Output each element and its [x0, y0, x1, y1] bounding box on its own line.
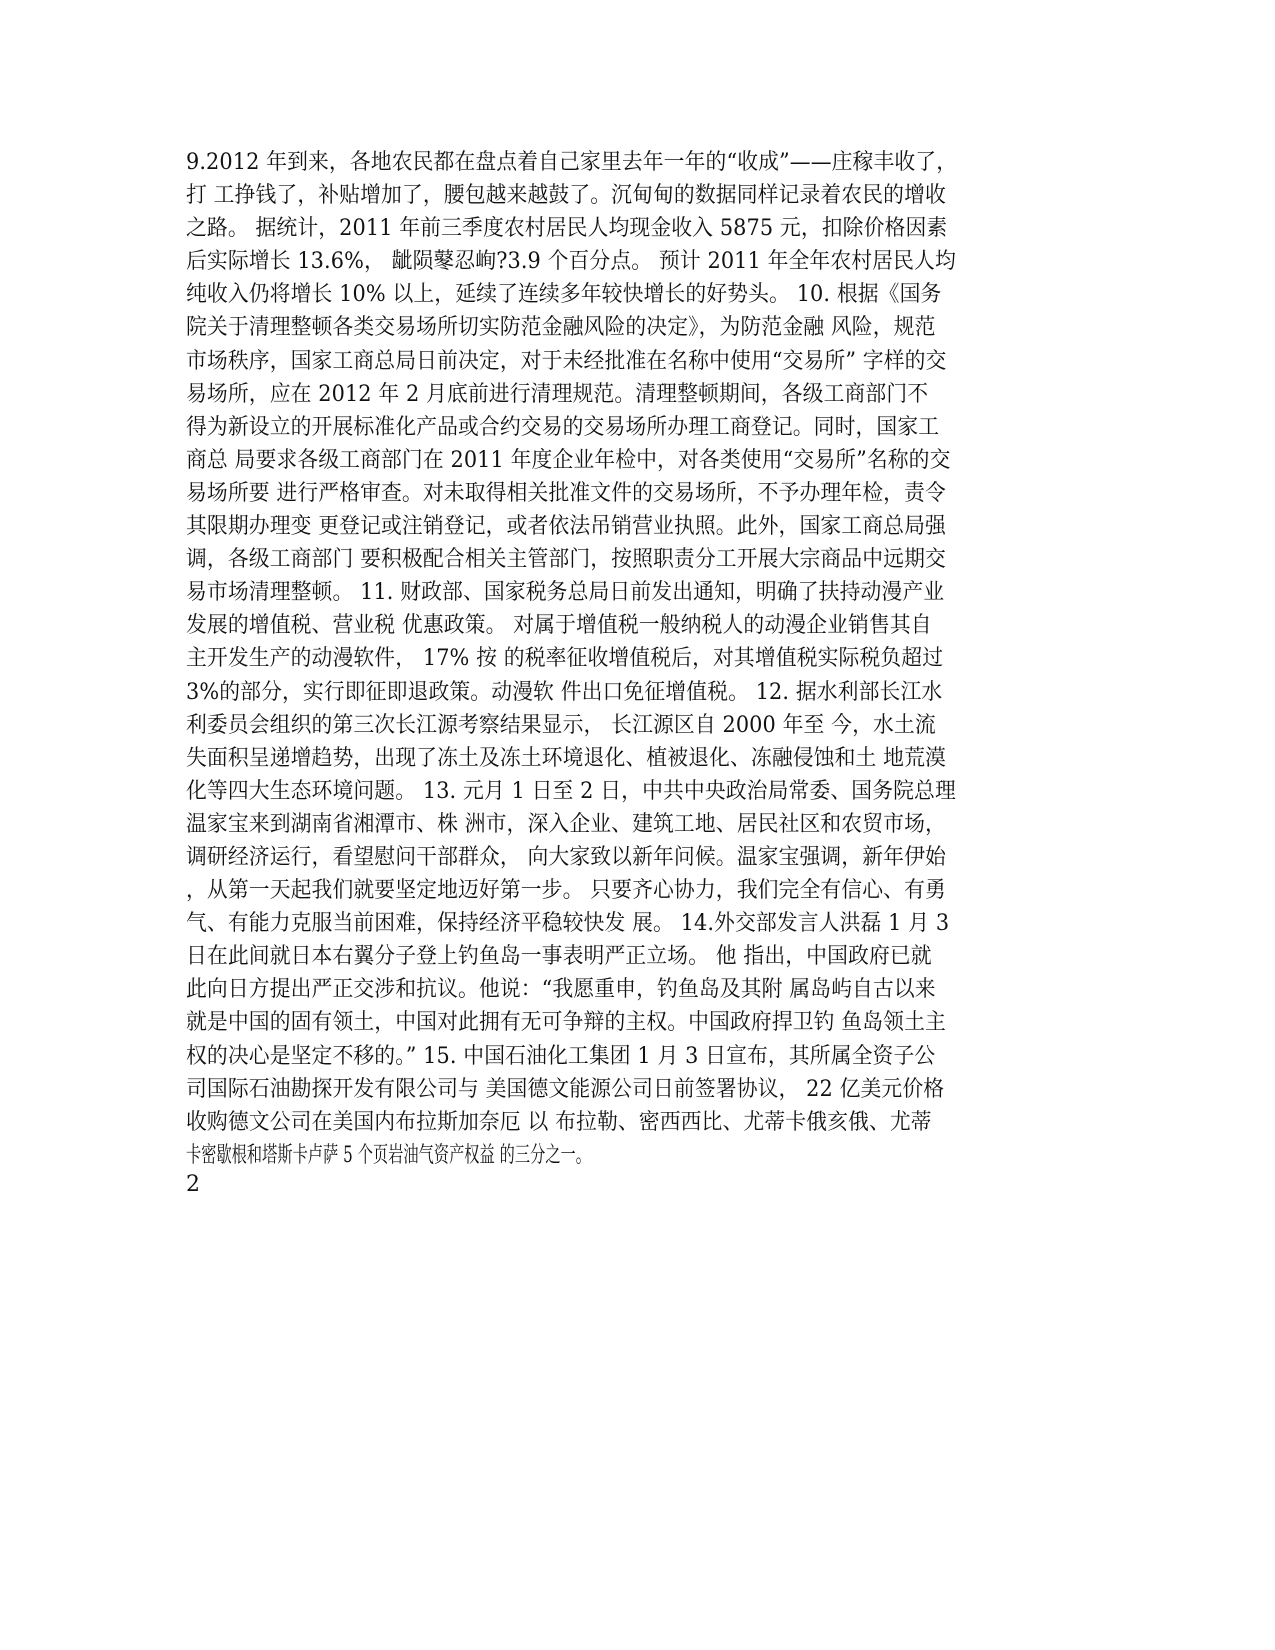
text-line: 9.2012 年到来，各地农民都在盘点着自己家里去年一年的“收成”——庄稼丰收了，: [186, 150, 958, 175]
text-line: 院关于清理整顿各类交易场所切实防范金融风险的决定》，为防范金融 风险，规范: [186, 315, 936, 341]
text-line: 失面积呈递增趋势，出现了冻土及冻土环境退化、植被退化、冻融侵蚀和土 地荒漠: [186, 745, 946, 771]
text-line: 温家宝来到湖南省湘潭市、株 洲市，深入企业、建筑工地、居民社区和农贸市场，: [186, 811, 946, 837]
text-line: 打 工挣钱了，补贴增加了，腰包越来越鼓了。沉甸甸的数据同样记录着农民的增收: [186, 183, 946, 209]
text-line: 其限期办理变 更登记或注销登记，或者依法吊销营业执照。此外，国家工商总局强: [186, 514, 946, 540]
text-line: 易场所要 进行严格审查。对未取得相关批准文件的交易场所，不予办理年检，责令: [186, 480, 946, 506]
text-line: 市场秩序，国家工商总局日前决定，对于未经批准在名称中使用“交易所” 字样的交: [186, 348, 947, 374]
text-line: 卡密歇根和塔斯卡卢萨 5 个页岩油气资产权益 的三分之一。: [186, 1142, 591, 1168]
text-line: 得为新设立的开展标准化产品或合约交易的交易场所办理工商登记。同时，国家工: [186, 414, 940, 440]
text-line: 调，各级工商部门 要积极配合相关主管部门，按照职责分工开展大宗商品中远期交: [186, 547, 946, 573]
text-line: 后实际增长 13.6%， 龇陨鼕忍峋?3.9 个百分点。 预计 2011 年全年农村居民人均: [186, 249, 956, 275]
text-line: 商总 局要求各级工商部门在 2011 年度企业年检中，对各类使用“交易所”名称的交: [186, 447, 951, 473]
text-line: 日在此间就日本右翼分子登上钓鱼岛一事表明严正立场。 他 指出，中国政府已就: [186, 944, 932, 970]
text-line: 之路。 据统计，2011 年前三季度农村居民人均现金收入 5875 元，扣除价格因素: [186, 216, 948, 242]
page-number: 2: [186, 1172, 200, 1197]
text-line: 权的决心是坚定不移的。” 15. 中国石油化工集团 1 月 3 日宣布，其所属全资子公: [186, 1043, 936, 1069]
text-line: 就是中国的固有领土，中国对此拥有无可争辩的主权。中国政府捍卫钓 鱼岛领土主: [186, 1010, 946, 1036]
text-line: 收购德文公司在美国内布拉斯加奈厄 以 布拉勒、密西西比、尤蒂卡俄亥俄、尤蒂: [186, 1109, 932, 1135]
text-line: 纯收入仍将增长 10% 以上，延续了连续多年较快增长的好势头。 10. 根据《国务: [186, 282, 942, 308]
text-line: 易市场清理整顿。 11. 财政部、国家税务总局日前发出通知，明确了扶持动漫产业: [186, 580, 945, 606]
text-line: 利委员会组织的第三次长江源考察结果显示， 长江源区自 2000 年至 今，水土流: [186, 712, 936, 738]
text-line: 主开发生产的动漫软件， 17% 按 的税率征收增值税后，对其增值税实际税负超过: [186, 646, 944, 672]
text-line: ，从第一天起我们就要坚定地迈好第一步。 只要齐心协力，我们完全有信心、有勇: [186, 878, 946, 904]
text-line: 气、有能力克服当前困难，保持经济平稳较快发 展。 14.外交部发言人洪磊 1 月 3: [186, 911, 950, 937]
text-line: 3%的部分，实行即征即退政策。动漫软 件出口免征增值税。 12. 据水利部长江水: [186, 679, 943, 705]
body-text: [186, 146, 1086, 1172]
text-line: 化等四大生态环境问题。 13. 元月 1 日至 2 日，中共中央政治局常委、国务院总理: [186, 778, 956, 804]
text-line: 此向日方提出严正交涉和抗议。他说：“我愿重申，钓鱼岛及其附 属岛屿自古以来: [186, 977, 936, 1003]
text-line: 发展的增值税、营业税 优惠政策。 对属于增值税一般纳税人的动漫企业销售其自: [186, 613, 932, 639]
text-line: 司国际石油勘探开发有限公司与 美国德文能源公司日前签署协议， 22 亿美元价格: [186, 1076, 945, 1102]
text-line: 调研经济运行，看望慰问干部群众， 向大家致以新年问候。温家宝强调，新年伊始: [186, 844, 946, 870]
text-line: 易场所，应在 2012 年 2 月底前进行清理规范。清理整顿期间，各级工商部门不: [186, 381, 929, 407]
